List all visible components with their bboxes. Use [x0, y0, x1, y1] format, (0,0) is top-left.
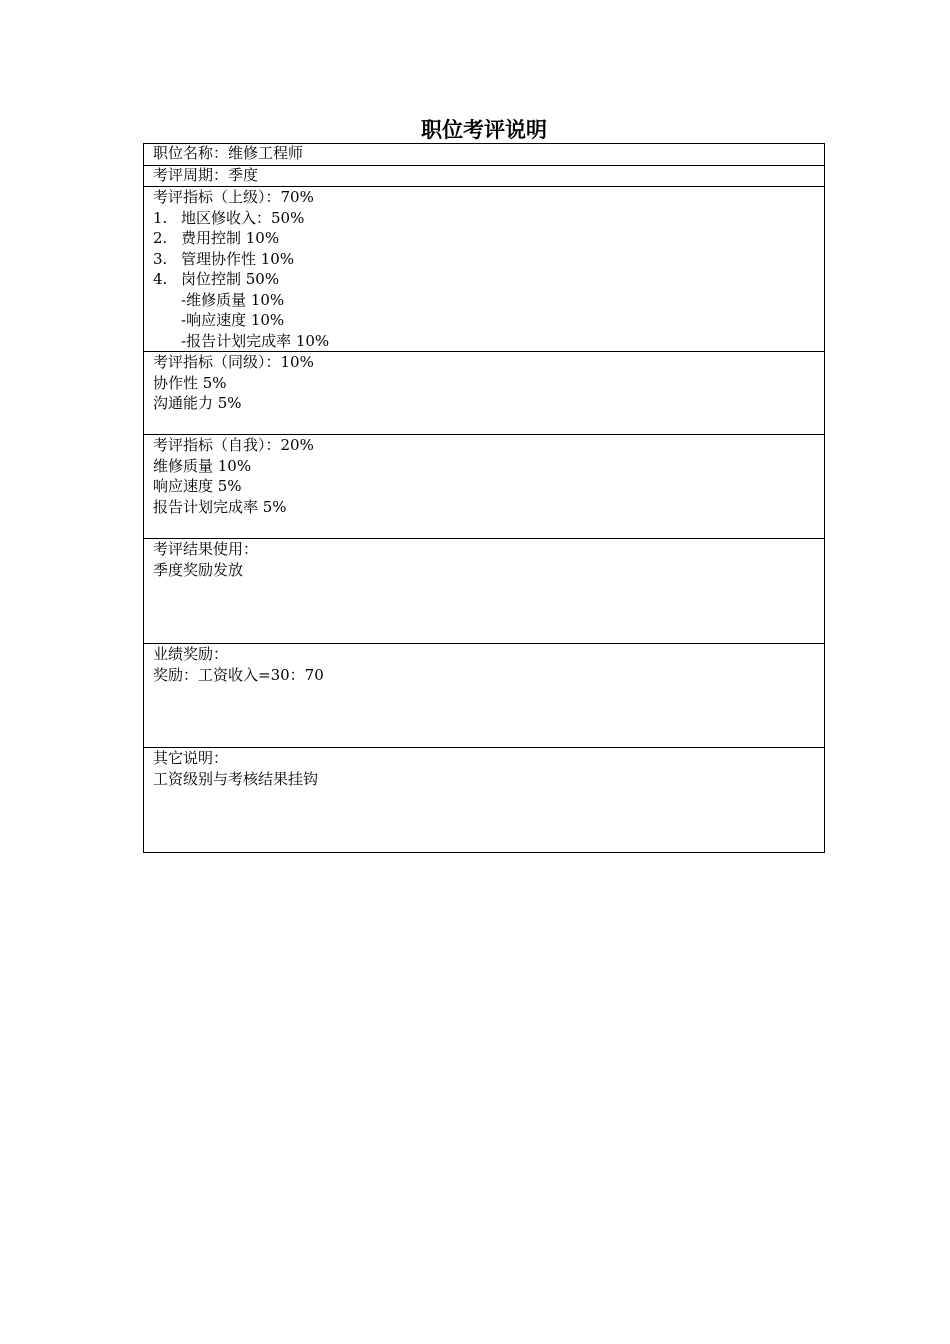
- list-item: 奖励：工资收入=30：70: [153, 665, 324, 684]
- row-other-notes: [144, 748, 825, 853]
- item-text: 岗位控制 50%: [181, 270, 280, 288]
- list-item: 报告计划完成率 5%: [153, 497, 287, 516]
- result-use-cell: [144, 539, 825, 644]
- row-position-name: [144, 144, 825, 166]
- row-eval-cycle: [144, 165, 825, 187]
- list-item: [153, 249, 815, 270]
- sub-item: -报告计划完成率 10%: [181, 331, 330, 350]
- item-text: 费用控制 10%: [181, 229, 280, 247]
- upper-metrics-cell: [144, 187, 825, 352]
- evaluation-table: [143, 143, 825, 853]
- peer-metrics-heading: 考评指标（同级）：10%: [153, 353, 314, 371]
- list-item: 季度奖励发放: [153, 560, 244, 579]
- position-name: 职位名称：维修工程师: [153, 144, 304, 162]
- item-number: 3.: [153, 249, 168, 268]
- list-item: [153, 269, 815, 290]
- list-item: 沟通能力 5%: [153, 394, 242, 412]
- list-item: 维修质量 10%: [153, 456, 252, 475]
- other-notes-cell: [144, 748, 825, 853]
- page-title: 职位考评说明: [421, 117, 547, 142]
- performance-reward-heading: 业绩奖励：: [153, 645, 229, 663]
- sub-item: -响应速度 10%: [181, 311, 285, 329]
- row-result-use: [144, 539, 825, 644]
- list-item: [153, 228, 815, 249]
- row-upper-metrics: [144, 187, 825, 352]
- position-name-cell: [144, 144, 825, 166]
- eval-cycle: 考评周期：季度: [153, 165, 259, 184]
- row-peer-metrics: [144, 352, 825, 435]
- item-number: 2.: [153, 229, 168, 247]
- list-item: 协作性 5%: [153, 373, 227, 392]
- item-text: 地区修收入：50%: [181, 208, 305, 227]
- item-number: 4.: [153, 270, 168, 288]
- performance-reward-cell: [144, 644, 825, 748]
- row-performance-reward: [144, 644, 825, 748]
- list-item: 响应速度 5%: [153, 477, 242, 495]
- row-self-metrics: [144, 435, 825, 539]
- upper-metrics-heading: 考评指标（上级）：70%: [153, 188, 314, 206]
- self-metrics-heading: 考评指标（自我）：20%: [153, 436, 314, 454]
- item-text: 管理协作性 10%: [181, 249, 295, 268]
- self-metrics-cell: [144, 435, 825, 539]
- result-use-heading: 考评结果使用：: [153, 540, 259, 558]
- list-item: 工资级别与考核结果挂钩: [153, 769, 319, 788]
- sub-item: -维修质量 10%: [181, 290, 285, 309]
- peer-metrics-cell: [144, 352, 825, 435]
- list-item: [153, 208, 815, 229]
- eval-cycle-cell: [144, 165, 825, 187]
- other-notes-heading: 其它说明：: [153, 749, 229, 767]
- item-number: 1.: [153, 208, 168, 227]
